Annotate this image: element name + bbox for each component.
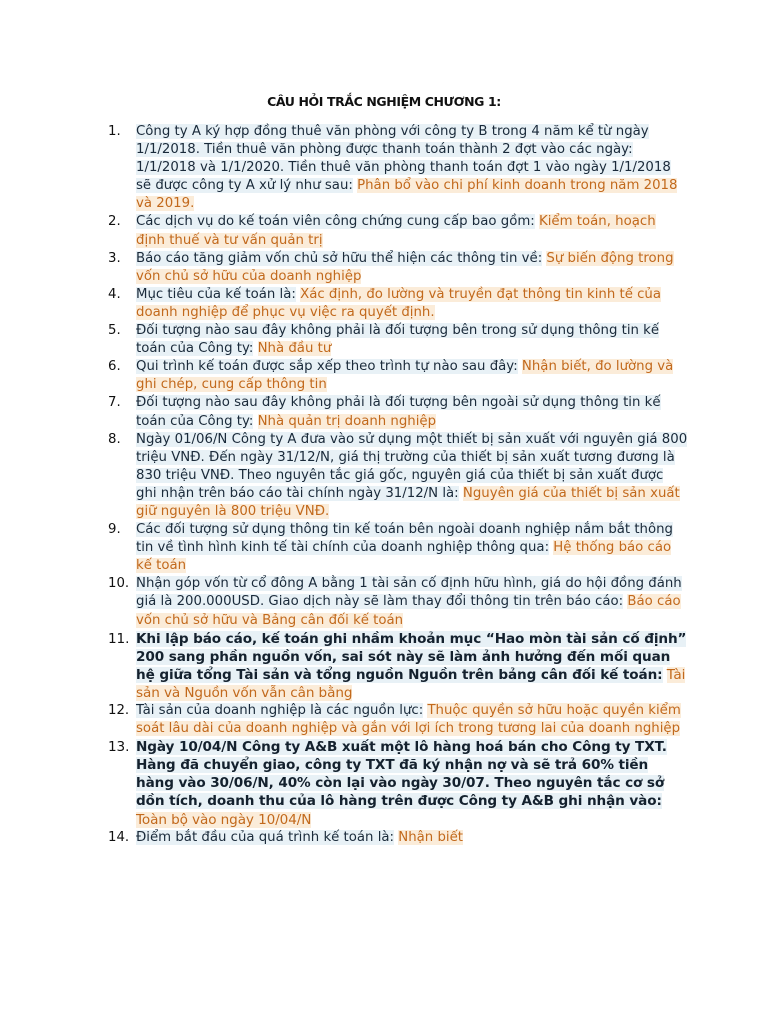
question-item xyxy=(108,286,688,322)
question-item xyxy=(108,575,688,629)
question-text: Mục tiêu của kế toán là: xyxy=(136,286,296,302)
question-item xyxy=(108,521,688,575)
question-number: 12. xyxy=(108,703,130,718)
answer-text: Nhận biết, đo lường và ghi chép, cung cấp thông tin xyxy=(136,359,674,393)
answer-text: Xác định, đo lường và truyền đạt thông tin kinh tế của doanh nghiệp để phục vụ việc ra quyết định. xyxy=(136,286,662,320)
question-text: Điểm bắt đầu của quá trình kế toán là: xyxy=(136,829,395,845)
answer-text: Báo cáo vốn chủ sở hữu và Bảng cân đối kế toán xyxy=(136,594,681,628)
question-item xyxy=(108,630,688,702)
answer-text: Nhận biết xyxy=(398,829,463,845)
question-text: Công ty A ký hợp đồng thuê văn phòng với công ty B trong 4 năm kể từ ngày 1/1/2018. Tiền thuê văn phòng được thanh toán thành 2 đợt vào các ngày: 1/1/2018 và 1/1/2020. Tiền thuê văn phòng thanh toán đợt 1 vào ngày 1/1/2018 sẽ được công ty A xử lý như sau: xyxy=(136,124,671,194)
question-number: 13. xyxy=(108,739,130,756)
question-text: Ngày 01/06/N Công ty A đưa vào sử dụng một thiết bị sản xuất với nguyên giá 800 triệu VNĐ. Đến ngày 31/12/N, giá thị trường của thiết bị sản xuất tương đương là 830 triệu VNĐ. Theo nguyên tắc giá gốc, nguyên giá của thiết bị sản xuất được ghi nhận trên báo cáo tài chính ngày 31/12/N là: xyxy=(136,431,688,501)
answer-text: Tài sản và Nguồn vốn vẫn cân bằng xyxy=(136,666,686,701)
question-item xyxy=(108,431,688,521)
question-text: Đối tượng nào sau đây không phải là đối tượng bên trong sử dụng thông tin kế toán của Công ty: xyxy=(136,323,660,357)
question-text: Các đối tượng sử dụng thông tin kế toán bên ngoài doanh nghiệp nắm bắt thông tin về tình hình kinh tế tài chính của doanh nghiệp thông qua: xyxy=(136,522,673,556)
question-number: 3. xyxy=(108,250,121,266)
answer-text: Nhà đầu tư xyxy=(257,341,332,357)
answer-text: Sự biến động trong vốn chủ sở hữu của doanh nghiệp xyxy=(136,250,674,284)
answer-text: Toàn bộ vào ngày 10/04/N xyxy=(136,811,312,828)
question-text: Các dịch vụ do kế toán viên công chứng cung cấp bao gồm: xyxy=(136,214,535,230)
question-number: 2. xyxy=(108,214,121,230)
question-text: Khi lập báo cáo, kế toán ghi nhầm khoản mục “Hao mòn tài sản cố định” 200 sang phần nguồn vốn, sai sót này sẽ làm ảnh hưởng đến mối quan hệ giữa tổng Tài sản và tổng nguồn Nguồn trên bảng cân đối kế toán: xyxy=(136,630,687,683)
question-item xyxy=(108,250,688,286)
question-number: 14. xyxy=(108,829,130,845)
answer-text: Nhà quản trị doanh nghiệp xyxy=(257,413,437,429)
answer-text: Hệ thống báo cáo kế toán xyxy=(136,540,672,574)
question-text: Tài sản của doanh nghiệp là các nguồn lực: xyxy=(136,703,424,718)
question-list xyxy=(108,123,688,847)
question-number: 8. xyxy=(108,431,121,447)
page-title: CÂU HỎI TRẮC NGHIỆM CHƯƠNG 1: xyxy=(267,94,501,109)
question-text: Báo cáo tăng giảm vốn chủ sở hữu thể hiện các thông tin về: xyxy=(136,250,543,266)
answer-text: Kiểm toán, hoạch định thuế và tư vấn quản trị xyxy=(136,214,656,248)
question-number: 5. xyxy=(108,323,121,339)
question-item xyxy=(108,738,688,828)
question-item xyxy=(108,358,688,394)
question-item xyxy=(108,394,688,430)
question-item xyxy=(108,829,688,847)
question-text: Qui trình kế toán được sắp xếp theo trình tự nào sau đây: xyxy=(136,359,518,375)
question-number: 1. xyxy=(108,124,121,139)
question-number: 11. xyxy=(108,630,130,647)
answer-text: Thuộc quyền sở hữu hoặc quyền kiểm soát lâu dài của doanh nghiệp và gắn với lợi ích trong tương lai của doanh nghiệp xyxy=(136,703,681,737)
question-text: Ngày 10/04/N Công ty A&B xuất một lô hàng hoá bán cho Công ty TXT. Hàng đã chuyển giao, công ty TXT đã ký nhận nợ và sẽ trả 60% tiền hàng vào 30/06/N, 40% còn lại vào ngày 30/07. Theo nguyên tắc cơ sở dồn tích, doanh thu của lô hàng trên được Công ty A&B ghi nhận vào: xyxy=(136,739,667,810)
question-number: 9. xyxy=(108,522,121,538)
question-number: 7. xyxy=(108,395,121,411)
question-text: Nhận góp vốn từ cổ đông A bằng 1 tài sản cố định hữu hình, giá do hội đồng đánh giá là 200.000USD. Giao dịch này sẽ làm thay đổi thông tin trên báo cáo: xyxy=(136,576,682,610)
question-item xyxy=(108,702,688,738)
answer-text: Phân bổ vào chi phí kinh doanh trong năm 2018 và 2019. xyxy=(136,178,678,212)
answer-text: Nguyên giá của thiết bị sản xuất giữ nguyên là 800 triệu VNĐ. xyxy=(136,485,680,519)
question-item xyxy=(108,123,688,213)
question-text: Đối tượng nào sau đây không phải là đối tượng bên ngoài sử dụng thông tin kế toán của Công ty: xyxy=(136,395,661,429)
question-item xyxy=(108,322,688,358)
question-number: 4. xyxy=(108,286,121,302)
question-number: 10. xyxy=(108,576,130,592)
question-item xyxy=(108,213,688,249)
question-number: 6. xyxy=(108,359,121,375)
